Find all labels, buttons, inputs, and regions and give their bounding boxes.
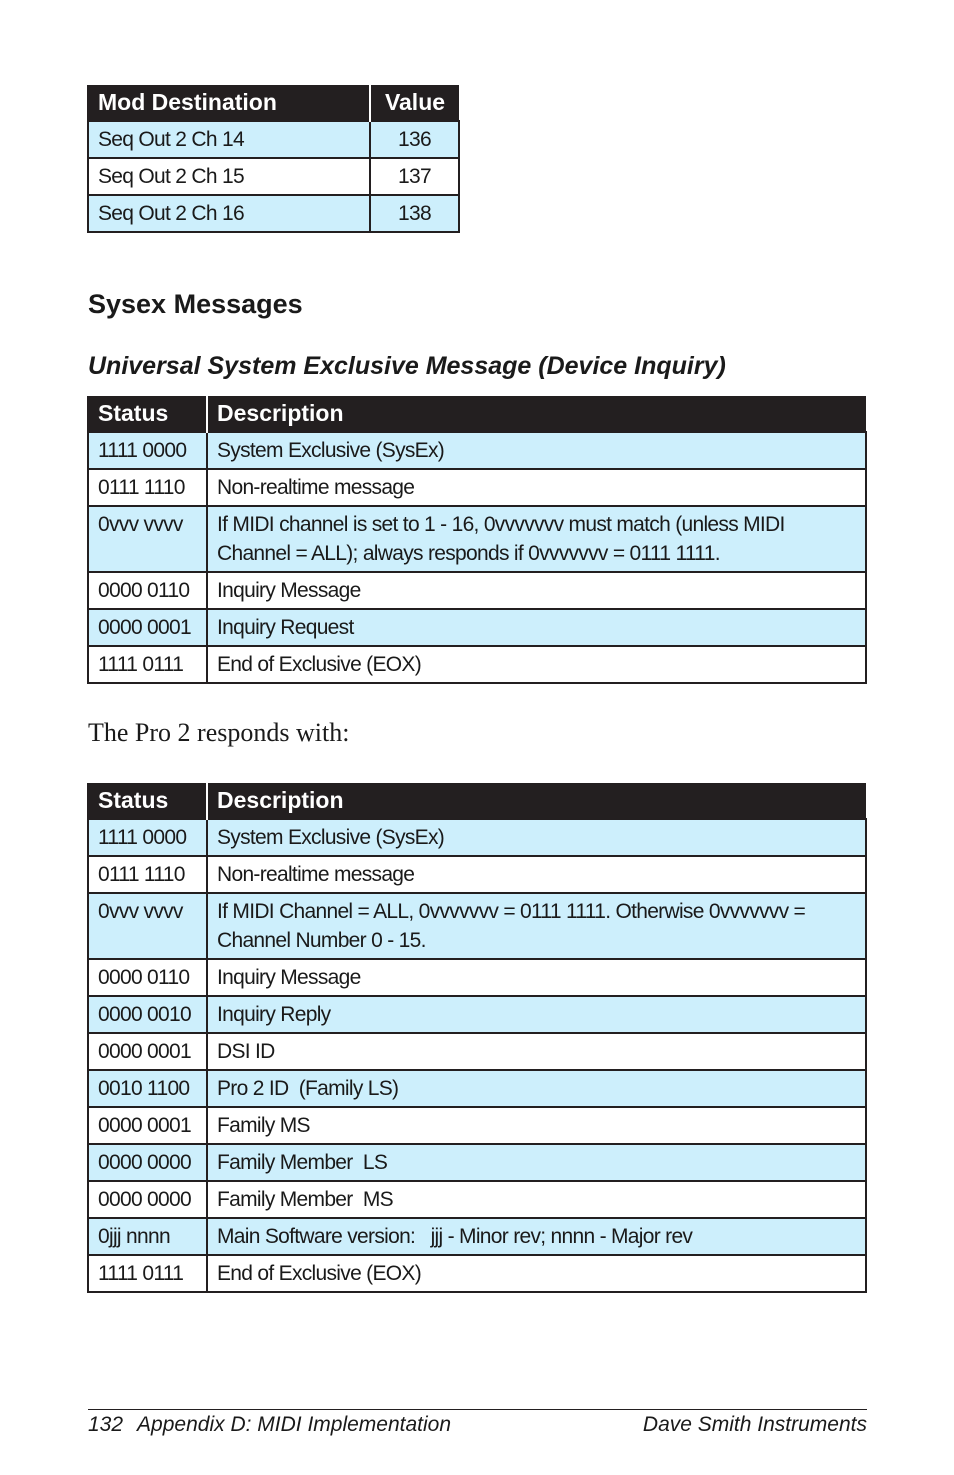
page-number: 132: [88, 1413, 124, 1436]
table-cell: Seq Out 2 Ch 14: [88, 121, 370, 158]
table-cell: 0000 0001: [88, 1107, 207, 1144]
table-row: [88, 121, 459, 158]
table-header-row: [88, 396, 866, 432]
table-row: [88, 469, 866, 506]
table-row: [88, 195, 459, 232]
table-row: [88, 996, 866, 1033]
table-cell: 1111 0111: [88, 646, 207, 683]
table-cell: 0000 0010: [88, 996, 207, 1033]
table-cell: End of Exclusive (EOX): [207, 646, 866, 683]
table-cell: 0000 0001: [88, 609, 207, 646]
table-cell: Inquiry Reply: [207, 996, 866, 1033]
table-cell: Family Member LS: [207, 1144, 866, 1181]
table-row: [88, 158, 459, 195]
table-cell: 1111 0111: [88, 1255, 207, 1292]
table-cell: 0jjj nnnn: [88, 1218, 207, 1255]
table-cell: If MIDI channel is set to 1 - 16, 0vvvvvvv must match (unless MIDI Channel = ALL); always responds if 0vvvvvvv = 0111 1111.: [207, 506, 866, 572]
table-row: [88, 893, 866, 959]
subsection-title: Universal System Exclusive Message (Device Inquiry): [88, 352, 726, 380]
section-title: Sysex Messages: [88, 289, 303, 319]
table-cell: System Exclusive (SysEx): [207, 432, 866, 469]
table-cell: Seq Out 2 Ch 16: [88, 195, 370, 232]
footer-divider: [88, 1409, 867, 1410]
table-row: [88, 1255, 866, 1292]
table-row: [88, 819, 866, 856]
column-header: Description: [207, 783, 866, 819]
column-header: Description: [207, 396, 866, 432]
table-cell: 1111 0000: [88, 432, 207, 469]
table-row: [88, 1070, 866, 1107]
table-cell: Seq Out 2 Ch 15: [88, 158, 370, 195]
table-cell: If MIDI Channel = ALL, 0vvvvvvv = 0111 1111. Otherwise 0vvvvvvv = Channel Number 0 - 15.: [207, 893, 866, 959]
response-intro-text: The Pro 2 responds with:: [88, 718, 350, 747]
table-row: [88, 959, 866, 996]
column-header: Status: [88, 783, 207, 819]
table-cell: Inquiry Message: [207, 959, 866, 996]
table-row: [88, 506, 866, 572]
column-header: Status: [88, 396, 207, 432]
table-cell: 136: [370, 121, 459, 158]
table-cell: 0111 1110: [88, 469, 207, 506]
table-cell: DSI ID: [207, 1033, 866, 1070]
device-inquiry-table: [87, 396, 867, 684]
table-row: [88, 1218, 866, 1255]
mod-destination-table: [87, 85, 460, 233]
table-cell: 0000 0000: [88, 1181, 207, 1218]
table-row: [88, 1181, 866, 1218]
table-row: [88, 432, 866, 469]
table-cell: Inquiry Request: [207, 609, 866, 646]
column-header: Value: [370, 85, 459, 121]
table-cell: Non-realtime message: [207, 469, 866, 506]
table-cell: Non-realtime message: [207, 856, 866, 893]
table-header-row: [88, 783, 866, 819]
table-row: [88, 1107, 866, 1144]
table-row: [88, 609, 866, 646]
table-cell: 0111 1110: [88, 856, 207, 893]
table-row: [88, 1144, 866, 1181]
table-cell: 1111 0000: [88, 819, 207, 856]
table-cell: Main Software version: jjj - Minor rev; nnnn - Major rev: [207, 1218, 866, 1255]
table-cell: 137: [370, 158, 459, 195]
table-cell: 0000 0001: [88, 1033, 207, 1070]
inquiry-response-table: [87, 783, 867, 1293]
table-row: [88, 856, 866, 893]
table-row: [88, 1033, 866, 1070]
table-cell: Inquiry Message: [207, 572, 866, 609]
table-cell: 0vvv vvvv: [88, 506, 207, 572]
table-cell: 0000 0110: [88, 959, 207, 996]
footer-left: [88, 1413, 451, 1437]
footer-chapter: Appendix D: MIDI Implementation: [137, 1413, 452, 1436]
table-cell: Family Member MS: [207, 1181, 866, 1218]
table-cell: End of Exclusive (EOX): [207, 1255, 866, 1292]
table-cell: System Exclusive (SysEx): [207, 819, 866, 856]
table-cell: Pro 2 ID (Family LS): [207, 1070, 866, 1107]
table-cell: Family MS: [207, 1107, 866, 1144]
table-cell: 138: [370, 195, 459, 232]
footer-company: Dave Smith Instruments: [642, 1413, 867, 1436]
table-header-row: [88, 85, 459, 121]
table-cell: 0vvv vvvv: [88, 893, 207, 959]
table-cell: 0000 0110: [88, 572, 207, 609]
table-cell: 0010 1100: [88, 1070, 207, 1107]
table-cell: 0000 0000: [88, 1144, 207, 1181]
table-row: [88, 646, 866, 683]
table-row: [88, 572, 866, 609]
column-header: Mod Destination: [88, 85, 370, 121]
